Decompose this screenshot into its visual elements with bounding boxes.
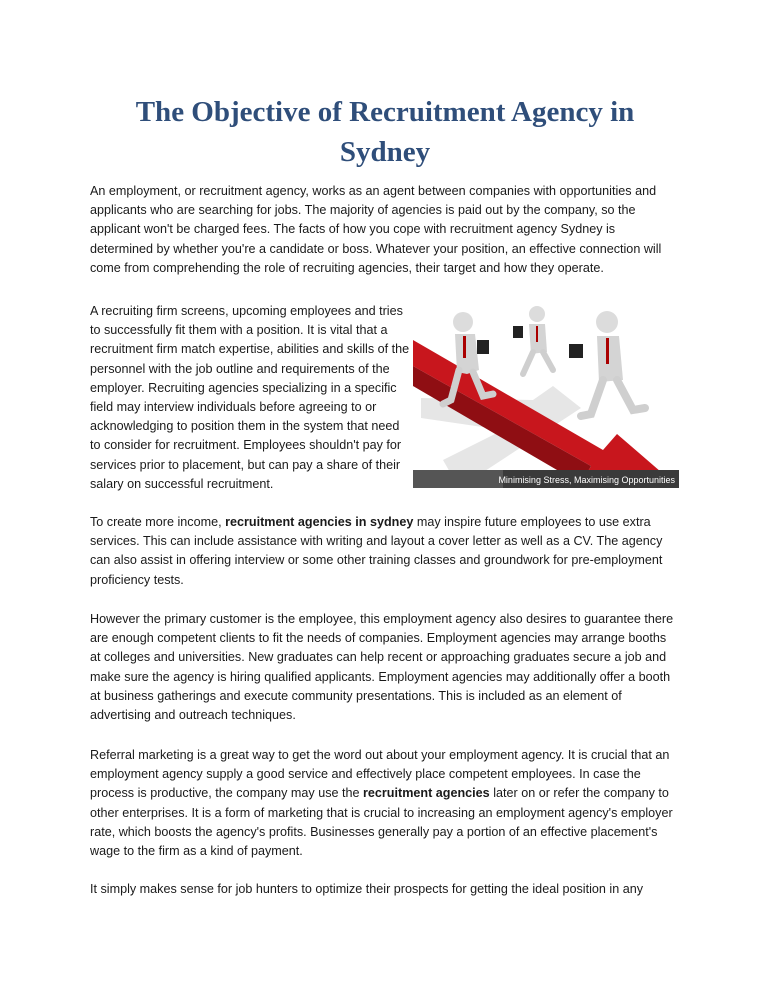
- paragraph-income: To create more income, recruitment agencies in sydney may inspire future employees to use extra services. This can include assistance with writing and layout a cover letter as well as a CV. The agency can also assist in offering interview or some other training classes and groundwork for pre-employment proficiency tests.: [90, 515, 663, 587]
- recruitment-illustration: [413, 300, 679, 488]
- page-title: The Objective of Recruitment Agency in Sydney: [135, 96, 635, 168]
- keyword-recruitment-agencies: recruitment agencies: [363, 786, 490, 801]
- paragraph-screening: A recruiting firm screens, upcoming employees and tries to successfully fit them with a position. It is vital that a recruitment firm match expertise, abilities and skills of the personnel with the job outline and requirements of the employer. Recruiting agencies specializing in a specific field may interview individuals before agreeing to or acknowledging to position them in the system that need to consider for recruitment. Employees shouldn't pay for services prior to placement, but can pay a share of their salary on successful recruitment.: [90, 304, 410, 491]
- keyword-recruitment-agencies-in-sydney: recruitment agencies in sydney: [225, 515, 414, 529]
- paragraph-job-hunters: It simply makes sense for job hunters to optimize their prospects for getting the ideal position in any: [90, 882, 644, 896]
- paragraph-primary-customer: However the primary customer is the employee, this employment agency also desires to guarantee there are enough competent clients to fit the needs of companies. Employment agencies may arrange booths at colleges and universities. New graduates can help recent or approaching graduates secure a job and make sure the agency is hiring qualified applicants. Employment agencies may additionally offer a booth at business gatherings and execute community presentations. This is included as an element of advertising and outreach techniques.: [90, 612, 674, 723]
- paragraph-referral: Referral marketing is a great way to get the word out about your employment agency. It is crucial that an employment agency supply a good service and effectively place competent employees. In case the process is productive, the company may use the recruitment agencies later on or refer the company to other enterprises. It is a form of marketing that is crucial to increasing an employment agency's employer rate, which boosts the agency's profits. Businesses generally pay a portion of an effective placement's wage to the firm as a kind of payment.: [90, 748, 673, 859]
- paragraph-intro: An employment, or recruitment agency, works as an agent between companies with opportunities and applicants who are searching for jobs. The majority of agencies is paid out by the company, so the applicant won't be charged fees. The facts of how you cope with recruitment agency Sydney is determined by whether you're a candidate or boss. Whatever your position, an effective connection will come from comprehending the role of recruiting agencies, their target and how they operate.: [90, 184, 662, 275]
- figure-caption: Minimising Stress, Maximising Opportunities: [498, 475, 675, 485]
